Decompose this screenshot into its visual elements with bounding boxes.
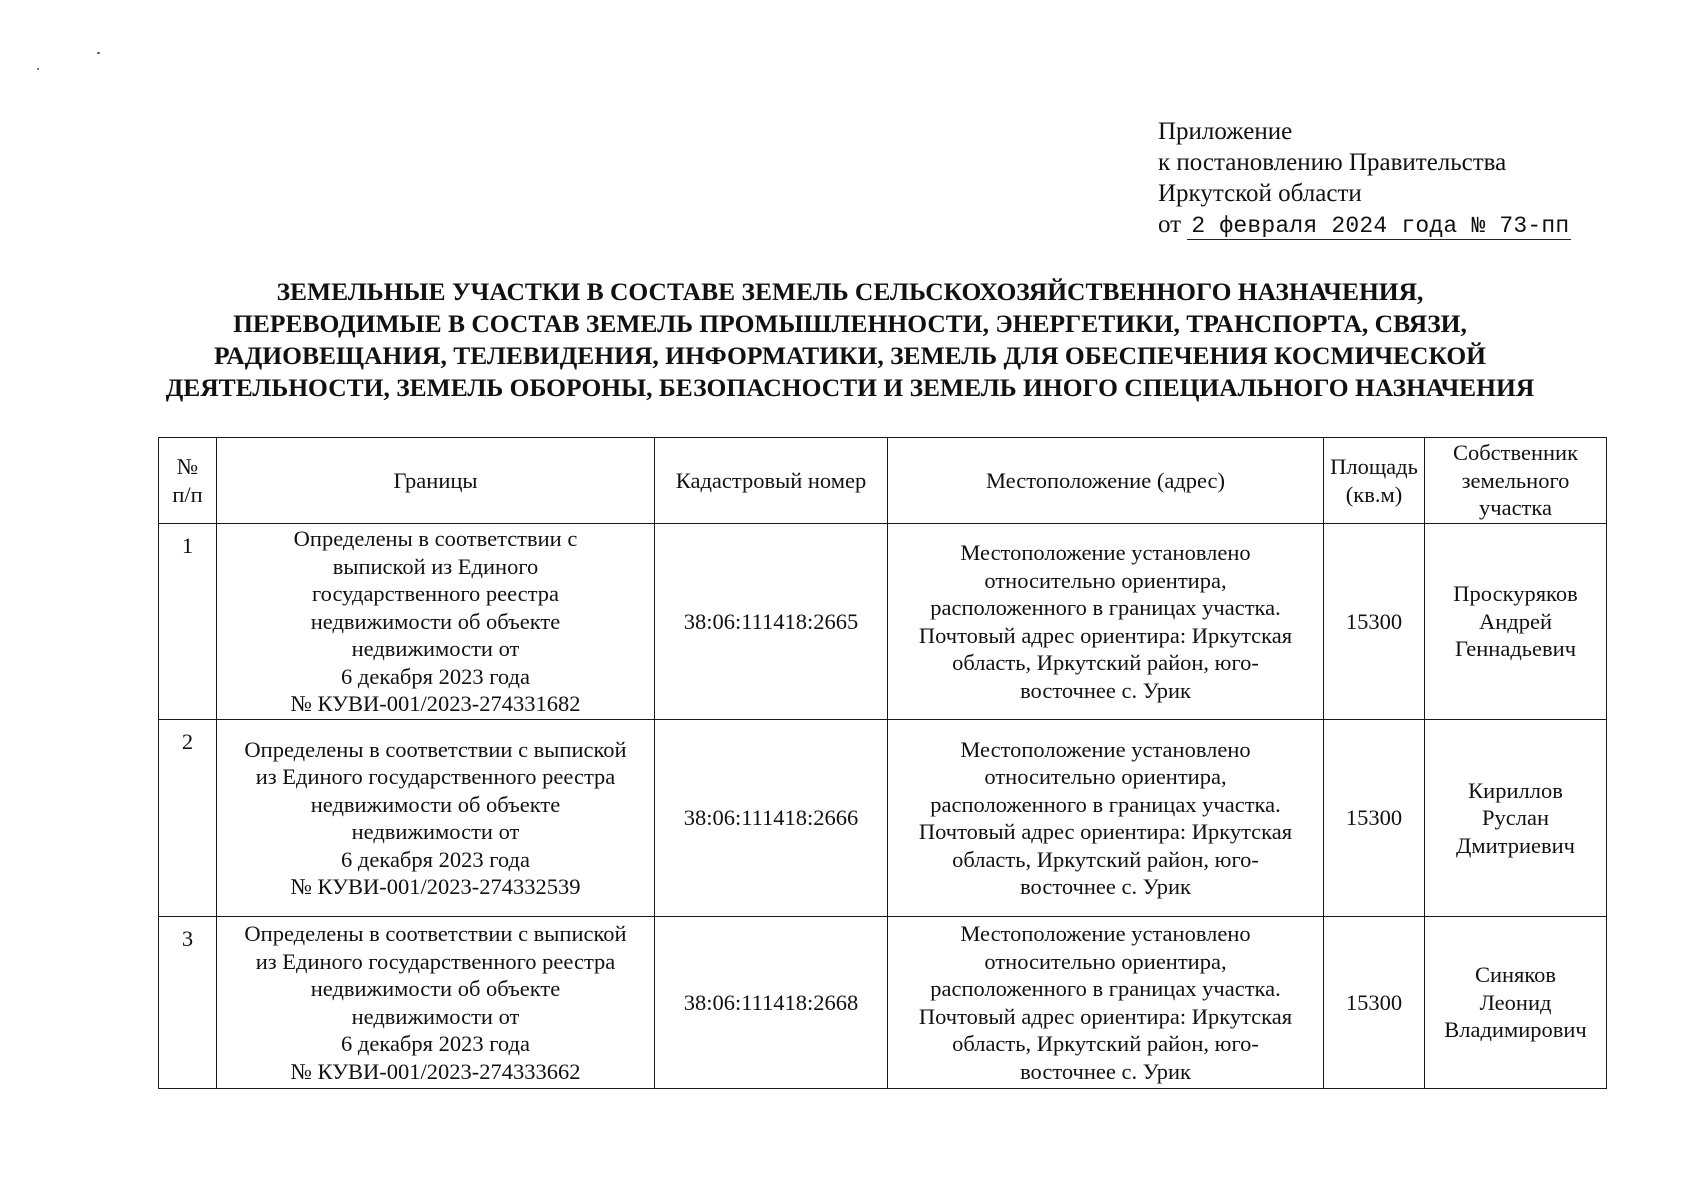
row-location: Местоположение установлено относительно ориентира, расположенного в границах участка. Почтовый адрес ориентира: Иркутская область, Иркутский район, юго- восточнее с. Урик	[888, 720, 1324, 917]
title-line-1: ЗЕМЕЛЬНЫЕ УЧАСТКИ В СОСТАВЕ ЗЕМЕЛЬ СЕЛЬСКОХОЗЯЙСТВЕННОГО НАЗНАЧЕНИЯ,	[276, 277, 1424, 306]
appendix-decree-ref: к постановлению Правительства	[1158, 149, 1507, 176]
row-borders: Определены в соответствии с выпиской из Единого государственного реестра недвижимости об объекте недвижимости от 6 декабря 2023 года № КУВИ-001/2023-274331682	[217, 524, 655, 720]
row-location: Местоположение установлено относительно ориентира, расположенного в границах участка. Почтовый адрес ориентира: Иркутская область, Иркутский район, юго- восточнее с. Урик	[888, 917, 1324, 1089]
row-area: 15300	[1324, 720, 1425, 917]
row-cadastral: 38:06:111418:2665	[655, 524, 888, 720]
header-cadastral: Кадастровый номер	[655, 438, 888, 524]
table-row	[159, 917, 1607, 1089]
appendix-label: Приложение	[1158, 118, 1293, 145]
decree-date-number: 2 февраля 2024 года № 73-пп	[1187, 213, 1571, 240]
title-line-3: РАДИОВЕЩАНИЯ, ТЕЛЕВИДЕНИЯ, ИНФОРМАТИКИ, ЗЕМЕЛЬ ДЛЯ ОБЕСПЕЧЕНИЯ КОСМИЧЕСКОЙ	[214, 341, 1486, 370]
document-title	[90, 276, 1610, 404]
land-plots-table	[158, 437, 1607, 1089]
title-line-4: ДЕЯТЕЛЬНОСТИ, ЗЕМЕЛЬ ОБОРОНЫ, БЕЗОПАСНОСТИ И ЗЕМЕЛЬ ИНОГО СПЕЦИАЛЬНОГО НАЗНАЧЕНИЯ	[165, 373, 1535, 402]
header-location: Местоположение (адрес)	[888, 438, 1324, 524]
table-header-row	[159, 438, 1607, 524]
appendix-date-line	[1158, 209, 1571, 242]
row-num: 2	[159, 720, 217, 917]
header-area: Площадь (кв.м)	[1324, 438, 1425, 524]
row-borders: Определены в соответствии с выпиской из Единого государственного реестра недвижимости об объекте недвижимости от 6 декабря 2023 года № КУВИ-001/2023-274332539	[217, 720, 655, 917]
row-area: 15300	[1324, 917, 1425, 1089]
table-row	[159, 524, 1607, 720]
row-cadastral: 38:06:111418:2668	[655, 917, 888, 1089]
row-borders: Определены в соответствии с выпиской из Единого государственного реестра недвижимости об объекте недвижимости от 6 декабря 2023 года № КУВИ-001/2023-274333662	[217, 917, 655, 1089]
scan-speck	[37, 68, 39, 70]
appendix-region: Иркутской области	[1158, 180, 1362, 207]
title-line-2: ПЕРЕВОДИМЫЕ В СОСТАВ ЗЕМЕЛЬ ПРОМЫШЛЕННОСТИ, ЭНЕРГЕТИКИ, ТРАНСПОРТА, СВЯЗИ,	[233, 309, 1467, 338]
appendix-block	[1158, 116, 1571, 242]
row-cadastral: 38:06:111418:2666	[655, 720, 888, 917]
scan-speck	[97, 52, 100, 54]
row-num: 1	[159, 524, 217, 720]
row-owner: Проскуряков Андрей Геннадьевич	[1425, 524, 1607, 720]
row-owner: Синяков Леонид Владимирович	[1425, 917, 1607, 1089]
header-borders: Границы	[217, 438, 655, 524]
row-location: Местоположение установлено относительно ориентира, расположенного в границах участка. Почтовый адрес ориентира: Иркутская область, Иркутский район, юго- восточнее с. Урик	[888, 524, 1324, 720]
header-owner: Собственник земельного участка	[1425, 438, 1607, 524]
date-prefix: от	[1158, 211, 1182, 238]
header-num: № п/п	[159, 438, 217, 524]
row-owner: Кириллов Руслан Дмитриевич	[1425, 720, 1607, 917]
row-area: 15300	[1324, 524, 1425, 720]
row-num: 3	[159, 917, 217, 1089]
table-row	[159, 720, 1607, 917]
